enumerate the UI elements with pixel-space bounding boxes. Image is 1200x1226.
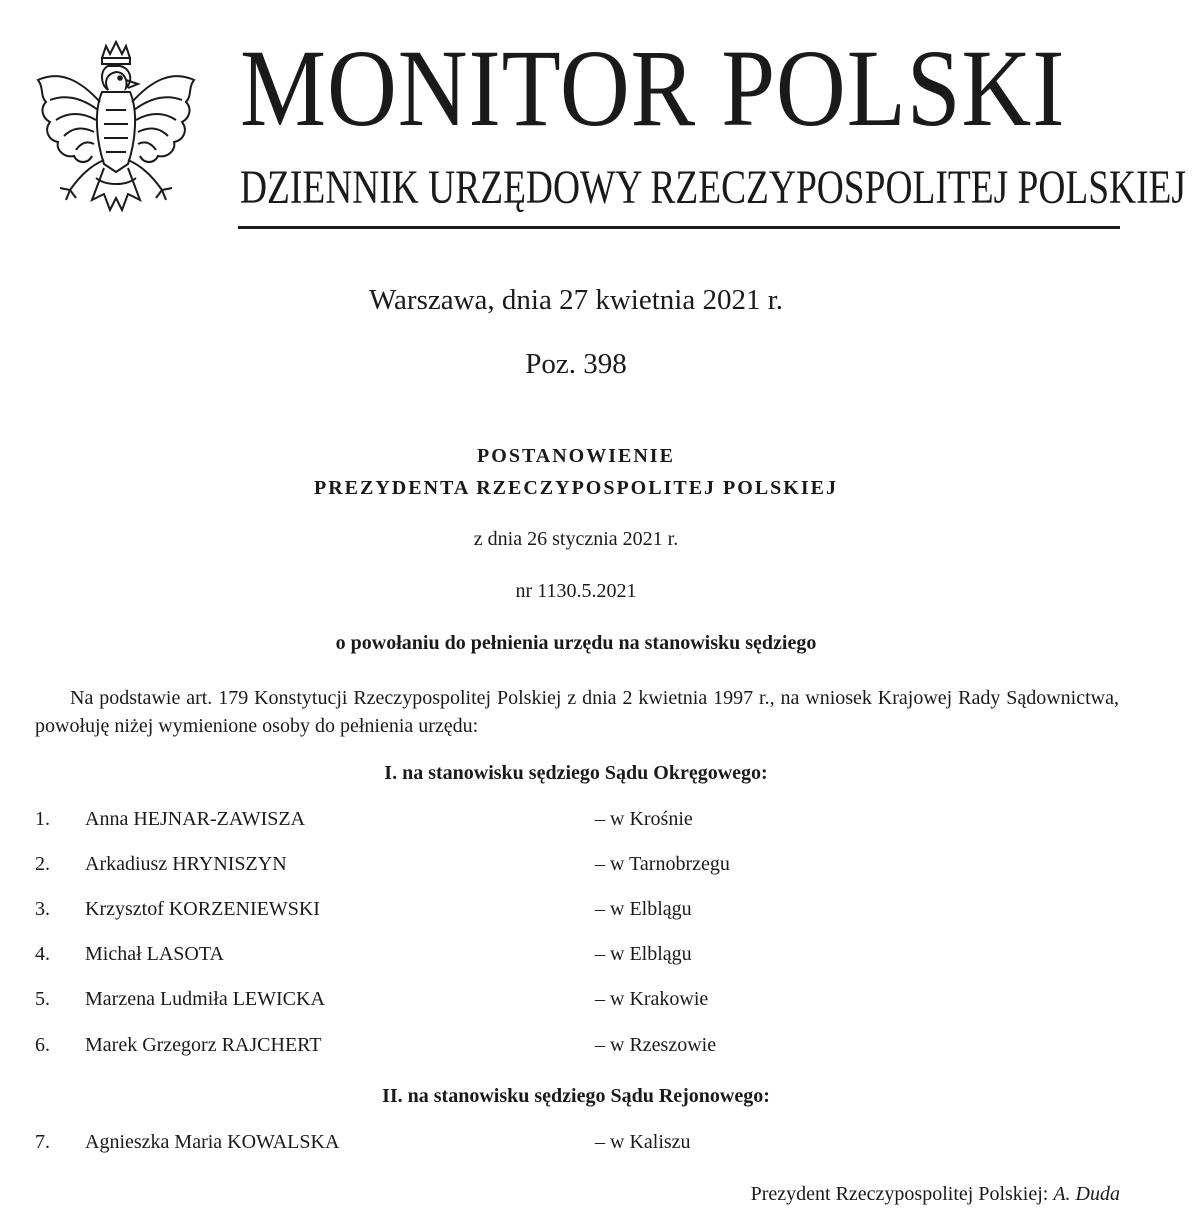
- person-name: Marek Grzegorz RAJCHERT: [85, 1034, 322, 1056]
- list-item: [0, 898, 1200, 926]
- place-date: Warszawa, dnia 27 kwietnia 2021 r.: [368, 284, 783, 316]
- section-heading: I. na stanowisku sędziego Sądu Okręgowego:: [384, 762, 768, 784]
- act-title-line-2: PREZYDENTA RZECZYPOSPOLITEJ POLSKIEJ: [314, 477, 838, 499]
- position-number: Poz. 398: [525, 348, 627, 380]
- item-number: 6.: [35, 1034, 50, 1056]
- masthead-divider: [238, 226, 1120, 229]
- signature-label: Prezydent Rzeczypospolitej Polskiej:: [750, 1183, 1049, 1205]
- item-number: 3.: [35, 898, 50, 920]
- item-number: 5.: [35, 988, 50, 1010]
- masthead-title: MONITOR POLSKI: [240, 27, 1066, 149]
- item-number: 1.: [35, 808, 50, 830]
- person-name: Krzysztof KORZENIEWSKI: [85, 898, 320, 920]
- court-location: – w Kaliszu: [595, 1131, 691, 1153]
- signature: [751, 1183, 1120, 1206]
- act-title-line-1: POSTANOWIENIE: [477, 445, 675, 467]
- court-location: – w Rzeszowie: [595, 1034, 717, 1056]
- court-location: – w Krośnie: [595, 808, 693, 830]
- signature-name: A. Duda: [1053, 1183, 1120, 1205]
- court-location: – w Elblągu: [595, 943, 692, 965]
- list-item: [0, 988, 1200, 1016]
- person-name: Arkadiusz HRYNISZYN: [85, 853, 287, 875]
- item-number: 7.: [35, 1131, 50, 1153]
- act-subject: o powołaniu do pełnienia urzędu na stanowisku sędziego: [335, 632, 817, 654]
- act-title: [0, 440, 1152, 504]
- person-name: Anna HEJNAR-ZAWISZA: [85, 808, 306, 830]
- person-name: Marzena Ludmiła LEWICKA: [85, 988, 325, 1010]
- masthead-subtitle: DZIENNIK URZĘDOWY RZECZYPOSPOLITEJ POLSKIEJ: [240, 161, 1187, 214]
- list-item: [0, 853, 1200, 881]
- list-item: [0, 808, 1200, 836]
- list-item: [0, 1131, 1200, 1159]
- person-name: Michał LASOTA: [85, 943, 224, 965]
- act-date: z dnia 26 stycznia 2021 r.: [473, 528, 679, 550]
- act-body: Na podstawie art. 179 Konstytucji Rzeczypospolitej Polskiej z dnia 2 kwietnia 1997 r., na wniosek Krajowej Rady Sądownictwa, powołuję niżej wymienione osoby do pełnienia urzędu:: [35, 687, 1119, 737]
- court-location: – w Krakowie: [595, 988, 709, 1010]
- list-item: [0, 943, 1200, 971]
- polish-eagle-emblem-icon: [30, 40, 202, 230]
- list-item: [0, 1034, 1200, 1062]
- court-location: – w Elblągu: [595, 898, 692, 920]
- item-number: 4.: [35, 943, 50, 965]
- court-location: – w Tarnobrzegu: [595, 853, 730, 875]
- act-number: nr 1130.5.2021: [515, 580, 637, 602]
- item-number: 2.: [35, 853, 50, 875]
- person-name: Agnieszka Maria KOWALSKA: [85, 1131, 340, 1153]
- section-heading: II. na stanowisku sędziego Sądu Rejonowego:: [382, 1085, 770, 1107]
